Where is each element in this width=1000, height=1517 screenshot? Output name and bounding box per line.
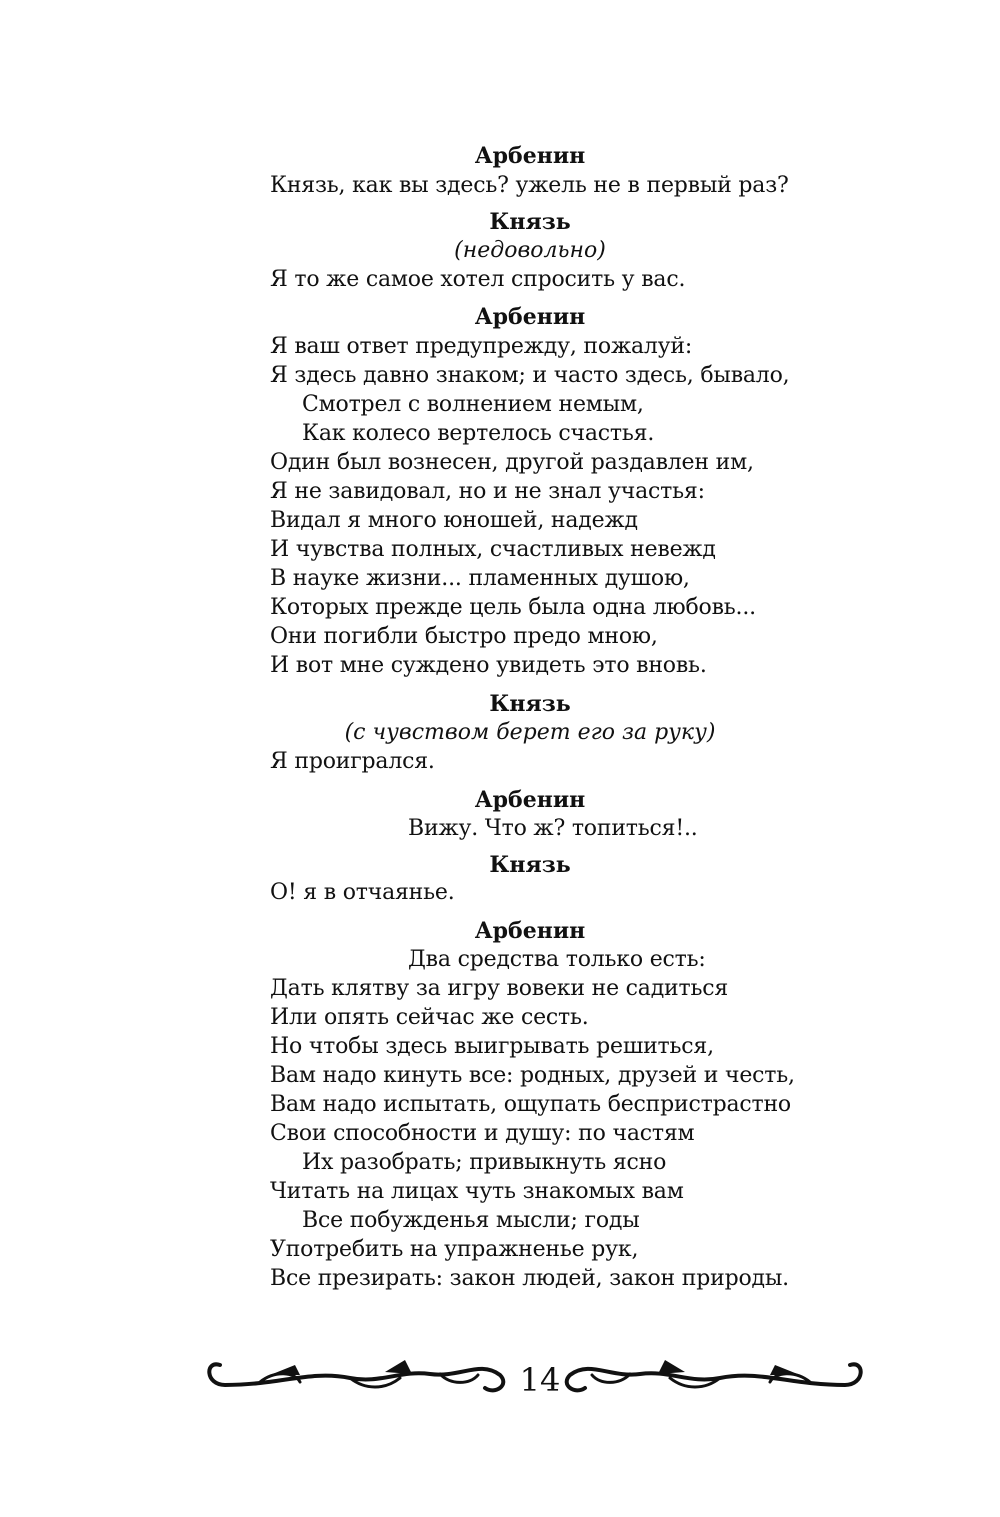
speaker-name: Князь [489,691,571,717]
verse-line: Вам надо кинуть все: родных, друзей и честь, [270,1063,795,1088]
verse-line: И вот мне суждено увидеть это вновь. [270,653,707,678]
page-number: 14 [519,1361,561,1399]
verse-line: Я не завидовал, но и не знал участья: [270,479,705,504]
verse-line: Князь, как вы здесь? ужель не в первый раз? [270,173,789,198]
verse-line: Свои способности и душу: по частям [270,1121,695,1146]
verse-line: Читать на лицах чуть знакомых вам [270,1179,684,1204]
speaker-name: Арбенин [474,304,586,330]
verse-line: Дать клятву за игру вовеки не садиться [270,976,729,1001]
speaker-name: Князь [489,852,571,878]
verse-line: И чувства полных, счастливых невежд [270,537,716,562]
stage-direction: (с чувством берет его за руку) [344,720,716,745]
verse-line: Видал я много юношей, надежд [270,508,638,533]
verse-line: Я проигрался. [270,749,435,774]
verse-line: Вам надо испытать, ощупать беспристрастно [270,1092,791,1117]
speaker-name: Князь [489,209,571,235]
verse-line: Как колесо вертелось счастья. [302,421,655,446]
stage-direction: (недовольно) [454,238,606,263]
speaker-name: Арбенин [474,143,586,169]
verse-line: Или опять сейчас же сесть. [270,1005,589,1030]
verse-line: Я ваш ответ предупрежду, пожалуй: [270,334,693,359]
verse-line: Один был вознесен, другой раздавлен им, [270,450,754,475]
verse-line: О! я в отчаянье. [270,880,455,905]
verse-line: Смотрел с волнением немым, [302,392,644,417]
speaker-name: Арбенин [474,918,586,944]
verse-line: Их разобрать; привыкнуть ясно [302,1150,667,1175]
verse-line: Я то же самое хотел спросить у вас. [270,267,686,292]
verse-line: Все побужденья мысли; годы [302,1208,640,1233]
verse-line: В науке жизни... пламенных душою, [270,566,690,591]
verse-line: Употребить на упражненье рук, [270,1237,639,1262]
speaker-name: Арбенин [474,787,586,813]
verse-line: Два средства только есть: [408,947,706,972]
verse-line: Они погибли быстро предо мною, [270,624,658,649]
verse-line: Я здесь давно знаком; и часто здесь, бывало, [270,363,790,388]
verse-line: Все презирать: закон людей, закон природы. [270,1266,789,1291]
verse-line: Но чтобы здесь выигрывать решиться, [270,1034,714,1059]
verse-line: Которых прежде цель была одна любовь... [270,595,756,620]
verse-line: Вижу. Что ж? топиться!.. [408,816,698,841]
